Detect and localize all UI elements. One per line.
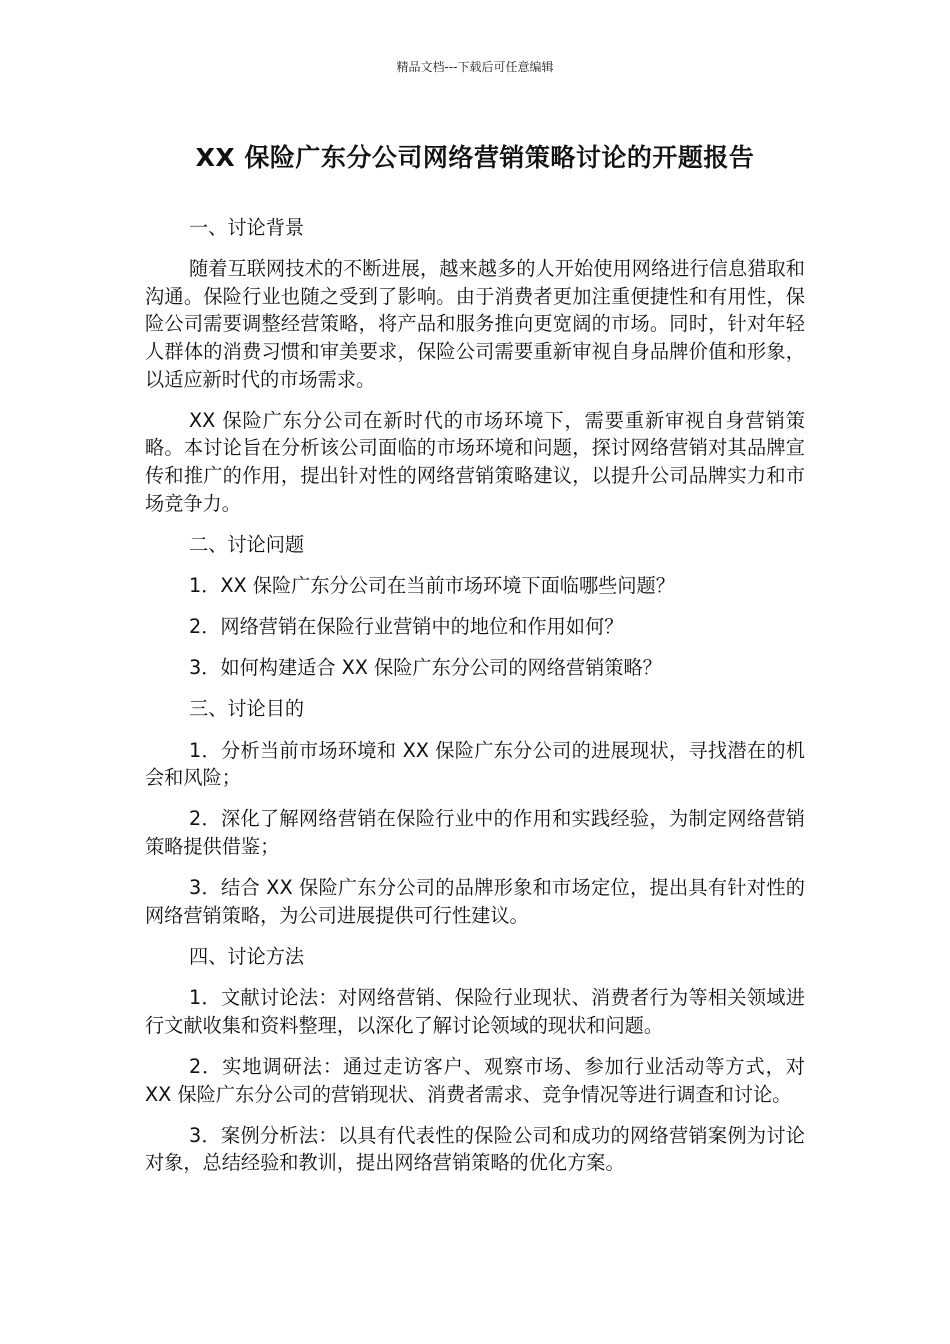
list-item: 3．结合 XX 保险广东分公司的品牌形象和市场定位，提出具有针对性的网络营销策略，为公司进展提供可行性建议。 (145, 876, 805, 927)
list-item: 1．文献讨论法：对网络营销、保险行业现状、消费者行为等相关领域进行文献收集和资料整理，以深化了解讨论领域的现状和问题。 (145, 986, 805, 1037)
section-heading-questions: 二、讨论问题 (189, 532, 305, 556)
section-heading-purpose: 三、讨论目的 (189, 697, 305, 721)
paragraph: 随着互联网技术的不断进展，越来越多的人开始使用网络进行信息猎取和沟通。保险行业也随之受到了影响。由于消费者更加注重便捷性和有用性，保险公司需要调整经营策略，将产品和服务推向更宽阔的市场。同时，针对年轻人群体的消费习惯和审美要求，保险公司需要重新审视自身品牌价值和形象，以适应新时代的市场需求。 (145, 257, 805, 391)
section-heading-background: 一、讨论背景 (189, 216, 305, 239)
list-item: 3．如何构建适合 XX 保险广东分公司的网络营销策略？ (189, 656, 662, 680)
header-note: 精品文档---下载后可任意编辑 (396, 60, 554, 74)
list-item: 2．实地调研法：通过走访客户、观察市场、参加行业活动等方式，对 XX 保险广东分公司的营销现状、消费者需求、竞争情况等进行调查和讨论。 (145, 1054, 805, 1106)
list-item: 1．XX 保险广东分公司在当前市场环境下面临哪些问题？ (189, 573, 675, 597)
list-item: 3．案例分析法：以具有代表性的保险公司和成功的网络营销案例为讨论对象，总结经验和教训，提出网络营销策略的优化方案。 (145, 1123, 805, 1175)
document-body (145, 214, 805, 1191)
section-heading-methods: 四、讨论方法 (189, 945, 305, 968)
document-title: XX 保险广东分公司网络营销策略讨论的开题报告 (195, 143, 755, 172)
list-item: 2．深化了解网络营销在保险行业中的作用和实践经验，为制定网络营销策略提供借鉴； (145, 807, 805, 859)
list-item: 1．分析当前市场环境和 XX 保险广东分公司的进展现状，寻找潜在的机会和风险； (145, 738, 805, 790)
paragraph: XX 保险广东分公司在新时代的市场环境下，需要重新审视自身营销策略。本讨论旨在分析该公司面临的市场环境和问题，探讨网络营销对其品牌宣传和推广的作用，提出针对性的网络营销策略建议，以提升公司品牌实力和市场竞争力。 (145, 408, 805, 515)
list-item: 2．网络营销在保险行业营销中的地位和作用如何？ (189, 615, 624, 639)
